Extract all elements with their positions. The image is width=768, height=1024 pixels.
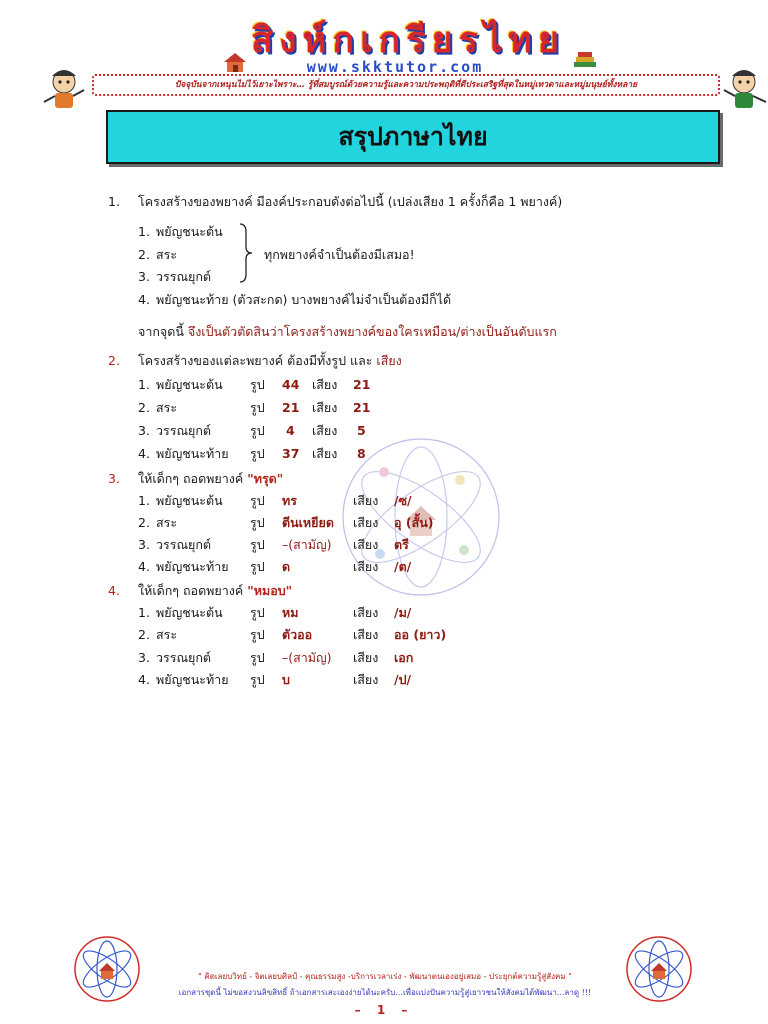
row-label: วรรณยุกต์ — [156, 423, 212, 438]
section-number: 1. — [108, 194, 120, 209]
row-label: วรรณยุกต์ — [156, 537, 212, 552]
rup-label: รูป — [250, 423, 265, 438]
rup-label: รูป — [250, 559, 265, 574]
rup-label: รูป — [250, 627, 265, 642]
siang-value: /ซ/ — [394, 493, 412, 508]
conclusion-text — [138, 324, 557, 340]
heading-text: ให้เด็กๆ ถอดพยางค์ — [138, 583, 248, 598]
rup-value: ตีนเหยียด — [282, 515, 334, 530]
row-label: พยัญชนะท้าย — [156, 559, 229, 574]
row-label: สระ — [156, 515, 178, 530]
list-number: 2. — [138, 515, 150, 530]
siang-label: เสียง — [353, 559, 379, 574]
siang-label: เสียง — [312, 446, 338, 461]
rup-value: 37 — [282, 446, 300, 461]
site-logo-title: สิงห์กเกรียรไทย — [251, 20, 565, 61]
row-label: พยัญชนะต้น — [156, 377, 223, 392]
list-item: พยัญชนะต้น — [156, 224, 223, 239]
rup-value: 44 — [282, 377, 300, 392]
row-label: สระ — [156, 627, 178, 642]
siang-label: เสียง — [353, 537, 379, 552]
page-number: – 1 – — [354, 1003, 414, 1017]
siang-label: เสียง — [353, 605, 379, 620]
list-number: 4. — [138, 292, 150, 307]
siang-value: 5 — [357, 423, 366, 438]
rup-label: รูป — [250, 493, 265, 508]
row-label: พยัญชนะท้าย — [156, 446, 229, 461]
rup-label: รูป — [250, 537, 265, 552]
rup-value: ด — [282, 559, 291, 574]
list-number: 2. — [138, 247, 150, 262]
curly-brace-icon — [238, 222, 254, 284]
rup-label: รูป — [250, 672, 265, 687]
list-number: 3. — [138, 650, 150, 665]
heading-highlight: เสียง — [376, 353, 402, 368]
section-heading: โครงสร้างของพยางค์ มีองค์ประกอบดังต่อไปนี้ (เปล่งเสียง 1 ครั้งก็คือ 1 พยางค์) — [138, 194, 563, 209]
page-title: สรุปภาษาไทย — [106, 110, 720, 164]
list-number: 1. — [138, 377, 150, 392]
list-number: 4. — [138, 559, 150, 574]
siang-value: 8 — [357, 446, 366, 461]
section-heading — [138, 353, 402, 369]
siang-value: 21 — [353, 400, 371, 415]
row-label: วรรณยุกต์ — [156, 650, 212, 665]
siang-label: เสียง — [353, 515, 379, 530]
siang-label: เสียง — [353, 627, 379, 642]
conclusion-highlight: จึงเป็นตัวตัดสินว่าโครงสร้างพยางค์ของใครเหมือน/ต่างเป็นอันดับแรก — [187, 324, 557, 339]
heading-text: ให้เด็กๆ ถอดพยางค์ — [138, 471, 248, 486]
row-label: พยัญชนะต้น — [156, 605, 223, 620]
row-label: พยัญชนะท้าย — [156, 672, 229, 687]
siang-label: เสียง — [312, 377, 338, 392]
list-number: 2. — [138, 627, 150, 642]
rup-label: รูป — [250, 605, 265, 620]
siang-value: อุ (สั้น) — [394, 515, 434, 530]
rup-label: รูป — [250, 400, 265, 415]
siang-label: เสียง — [312, 423, 338, 438]
row-label: พยัญชนะต้น — [156, 493, 223, 508]
school-seal-icon — [72, 934, 142, 1004]
siang-value: ตรี — [394, 537, 409, 552]
list-number: 2. — [138, 400, 150, 415]
row-label: สระ — [156, 400, 178, 415]
list-number: 3. — [138, 537, 150, 552]
slogan-banner: ปัจจุบันจากเหนุนไม่ไว้เยาะไพราะ… รู้ที่สมบูรณ์ด้วยความรู้และความประพฤติที่ดีประเสริฐที่สุดในหมู่เทวดาและหมู่มนุษย์ทั้งหลาย — [92, 74, 720, 96]
list-number: 4. — [138, 672, 150, 687]
section-number: 4. — [108, 583, 120, 598]
list-number: 1. — [138, 493, 150, 508]
rup-value: –(สามัญ) — [282, 650, 332, 665]
rup-value: 21 — [282, 400, 300, 415]
list-number: 1. — [138, 605, 150, 620]
list-number: 3. — [138, 269, 150, 284]
rup-value: –(สามัญ) — [282, 537, 332, 552]
rup-value: ทร — [282, 493, 297, 508]
conclusion-prefix: จากจุดนี้ — [138, 324, 188, 339]
siang-label: เสียง — [312, 400, 338, 415]
rup-value: 4 — [286, 423, 295, 438]
list-item: สระ — [156, 247, 178, 262]
rup-label: รูป — [250, 377, 265, 392]
siang-value: /ป/ — [394, 672, 412, 687]
heading-text: โครงสร้างของแต่ละพยางค์ ต้องมีทั้งรูป และ — [138, 353, 377, 368]
siang-label: เสียง — [353, 493, 379, 508]
section-number: 3. — [108, 471, 120, 486]
list-number: 4. — [138, 446, 150, 461]
list-item: วรรณยุกต์ — [156, 269, 212, 284]
mascot-left-icon — [38, 66, 90, 112]
footer-motto: " คิดเลยบวิทย์ - จิตเลยบศิลป์ - คุณธรรมสูง -บริการเวลาเร่ง - พัฒนาตนเองอยู่เสมอ - ประยุกต์ความรู้สู่สังคม " — [198, 972, 572, 981]
target-word: "ทรุด" — [247, 471, 284, 486]
rup-value: บ — [282, 672, 290, 687]
rup-value: ตัวออ — [282, 627, 313, 642]
target-word: "หมอบ" — [247, 583, 293, 598]
mascot-right-icon — [720, 66, 768, 112]
list-number: 1. — [138, 224, 150, 239]
books-icon — [572, 50, 598, 72]
siang-label: เสียง — [353, 672, 379, 687]
section-heading — [138, 583, 292, 599]
rup-label: รูป — [250, 515, 265, 530]
section-heading — [138, 471, 283, 487]
siang-label: เสียง — [353, 650, 379, 665]
rup-label: รูป — [250, 446, 265, 461]
siang-value: 21 — [353, 377, 371, 392]
school-seal-icon — [624, 934, 694, 1004]
siang-value: /ต/ — [394, 559, 412, 574]
rup-value: หม — [282, 605, 299, 620]
siang-value: ออ (ยาว) — [394, 627, 447, 642]
site-url: www.skktutor.com — [306, 58, 484, 76]
brace-note: ทุกพยางค์จำเป็นต้องมีเสมอ! — [264, 247, 415, 262]
section-number: 2. — [108, 353, 120, 368]
siang-value: เอก — [394, 650, 414, 665]
footer-notice: เอกสารชุดนี้ ไม่ขอสงวนลิขสิทธิ์ ถ้าเอกสารเสะเองง่ายได้นะครับ...เพื่อแบ่งปันความรู้สู่เยาวชนให้สังคมได้พัฒนา...ลาดู !!! — [178, 988, 592, 997]
list-number: 3. — [138, 423, 150, 438]
siang-value: /ม/ — [394, 605, 412, 620]
list-item: พยัญชนะท้าย (ตัวสะกด) บางพยางค์ไม่จำเป็นต้องมีก็ได้ — [156, 292, 452, 307]
rup-label: รูป — [250, 650, 265, 665]
